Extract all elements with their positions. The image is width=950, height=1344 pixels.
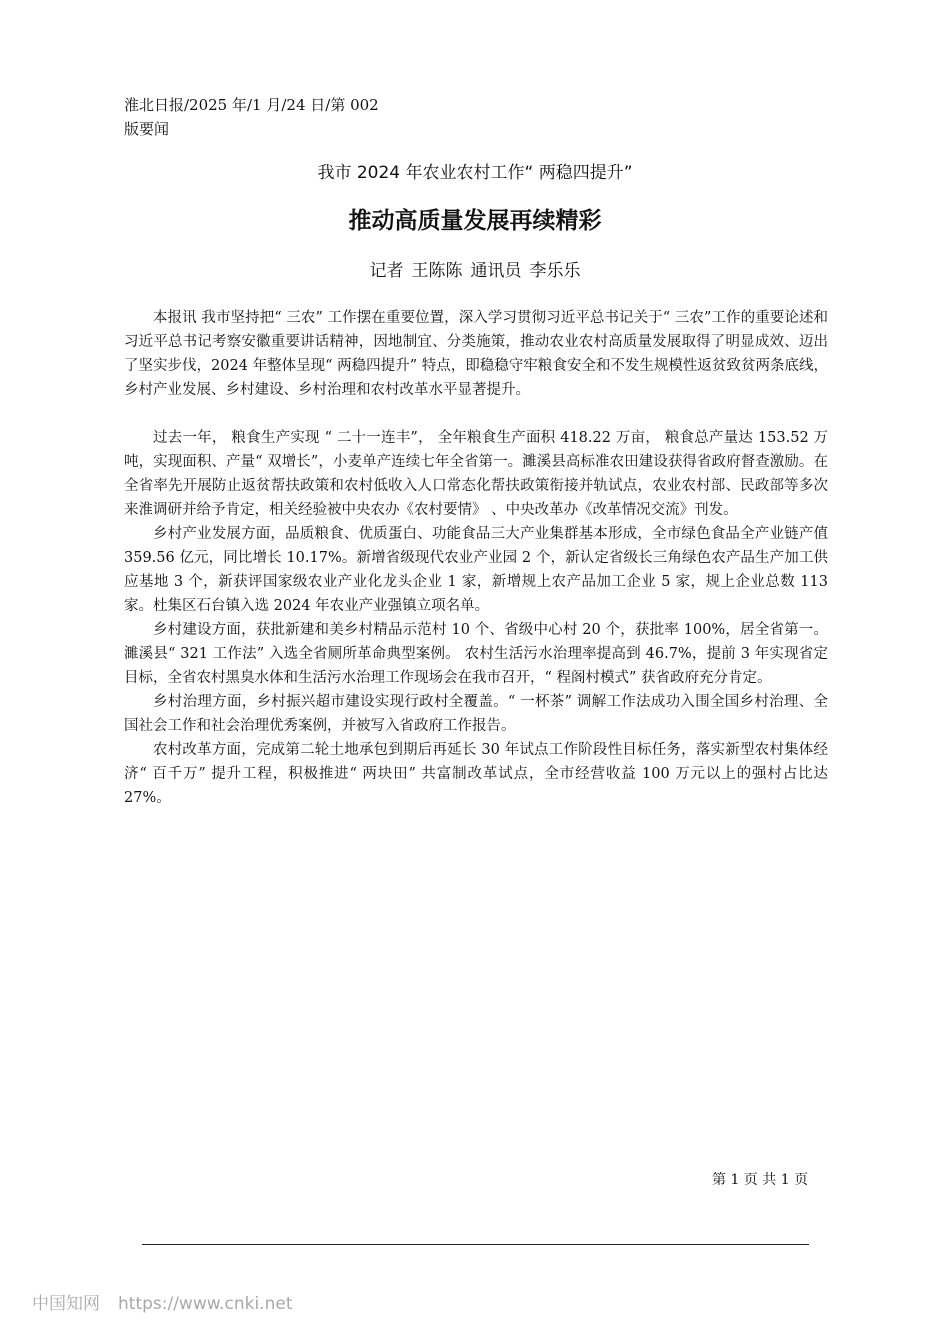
- watermark-url: https://www.cnki.net: [118, 1294, 293, 1314]
- correspondent-role: 通讯员: [470, 261, 522, 281]
- body-paragraph-construction: 乡村建设方面，获批新建和美乡村精品示范村 10 个、省级中心村 20 个，获批率 100%，居全省第一。 濉溪县“ 321 工作法” 入选全省厕所革命典型案例。 农村生活污水治理率提高到 46.7%，提前 3 年实现省定目标，全省农村黑臭水体和生活污水治理工作现场会在我市召开，“ 程阁村模式” 获省政府充分肯定。: [124, 622, 828, 686]
- page-indicator: 第 1 页 共 1 页: [712, 1172, 809, 1188]
- correspondent-name: 李乐乐: [529, 261, 581, 281]
- body-paragraph-governance: 乡村治理方面，乡村振兴超市建设实现行政村全覆盖。“ 一杯茶” 调解工作法成功入围全国乡村治理、全国社会工作和社会治理优秀案例，并被写入省政府工作报告。: [124, 694, 828, 734]
- article-body: [124, 306, 828, 810]
- article-title: 推动高质量发展再续精彩: [348, 208, 602, 234]
- reporter-name: 王陈陈: [411, 261, 463, 281]
- body-paragraph-reform: 农村改革方面，完成第二轮土地承包到期后再延长 30 年试点工作阶段性目标任务，落实新型农村集体经济“ 百千万” 提升工程，积极推进“ 两块田” 共富制改革试点，全市经营收益 100 万元以上的强村占比达 27%。: [124, 742, 828, 806]
- source-citation: 淮北日报/2025 年/1 月/24 日/第 002: [124, 96, 379, 114]
- footer-divider: [142, 1244, 809, 1245]
- body-paragraph-industry: 乡村产业发展方面，品质粮食、优质蛋白、功能食品三大产业集群基本形成，全市绿色食品全产业链产值 359.56 亿元，同比增长 10.17%。新增省级现代农业产业园 2 个，新认定省级长三角绿色农产品生产加工供应基地 3 个，新获评国家级农业产业化龙头企业 1 家，新增规上农产品加工企业 5 家，规上企业总数 113 家。杜集区石台镇入选 2024 年农业产业强镇立项名单。: [124, 526, 828, 614]
- article-subtitle: 我市 2024 年农业农村工作“ 两稳四提升”: [317, 163, 633, 183]
- watermark-brand: 中国知网: [32, 1294, 100, 1314]
- body-paragraph-harvest: 过去一年， 粮食生产实现 “ 二十一连丰”， 全年粮食生产面积 418.22 万亩， 粮食总产量达 153.52 万吨，实现面积、产量“ 双增长”，小麦单产连续七年全省第一。濉溪县高标准农田建设获得省政府督查激励。在全省率先开展防止返贫帮扶政策和农村低收入人口常态化帮扶政策衔接并轨试点，农业农村部、民政部等多次来淮调研并给予肯定，相关经验被中央农办《农村要情》 、中央改革办《改革情况交流》刊发。: [124, 430, 828, 518]
- lead-paragraph: 本报讯 我市坚持把“ 三农” 工作摆在重要位置，深入学习贯彻习近平总书记关于“ 三农”工作的重要论述和习近平总书记考察安徽重要讲话精神，因地制宜、分类施策，推动农业农村高质量发展取得了明显成效、迈出了坚实步伐，2024 年整体呈现“ 两稳四提升” 特点，即稳稳守牢粮食安全和不发生规模性返贫致贫两条底线，乡村产业发展、乡村建设、乡村治理和农村改革水平显著提升。: [124, 310, 828, 398]
- cnki-watermark: [32, 1291, 292, 1317]
- byline: [0, 258, 950, 284]
- reporter-role: 记者: [369, 261, 404, 281]
- section-label: 版要闻: [124, 120, 170, 138]
